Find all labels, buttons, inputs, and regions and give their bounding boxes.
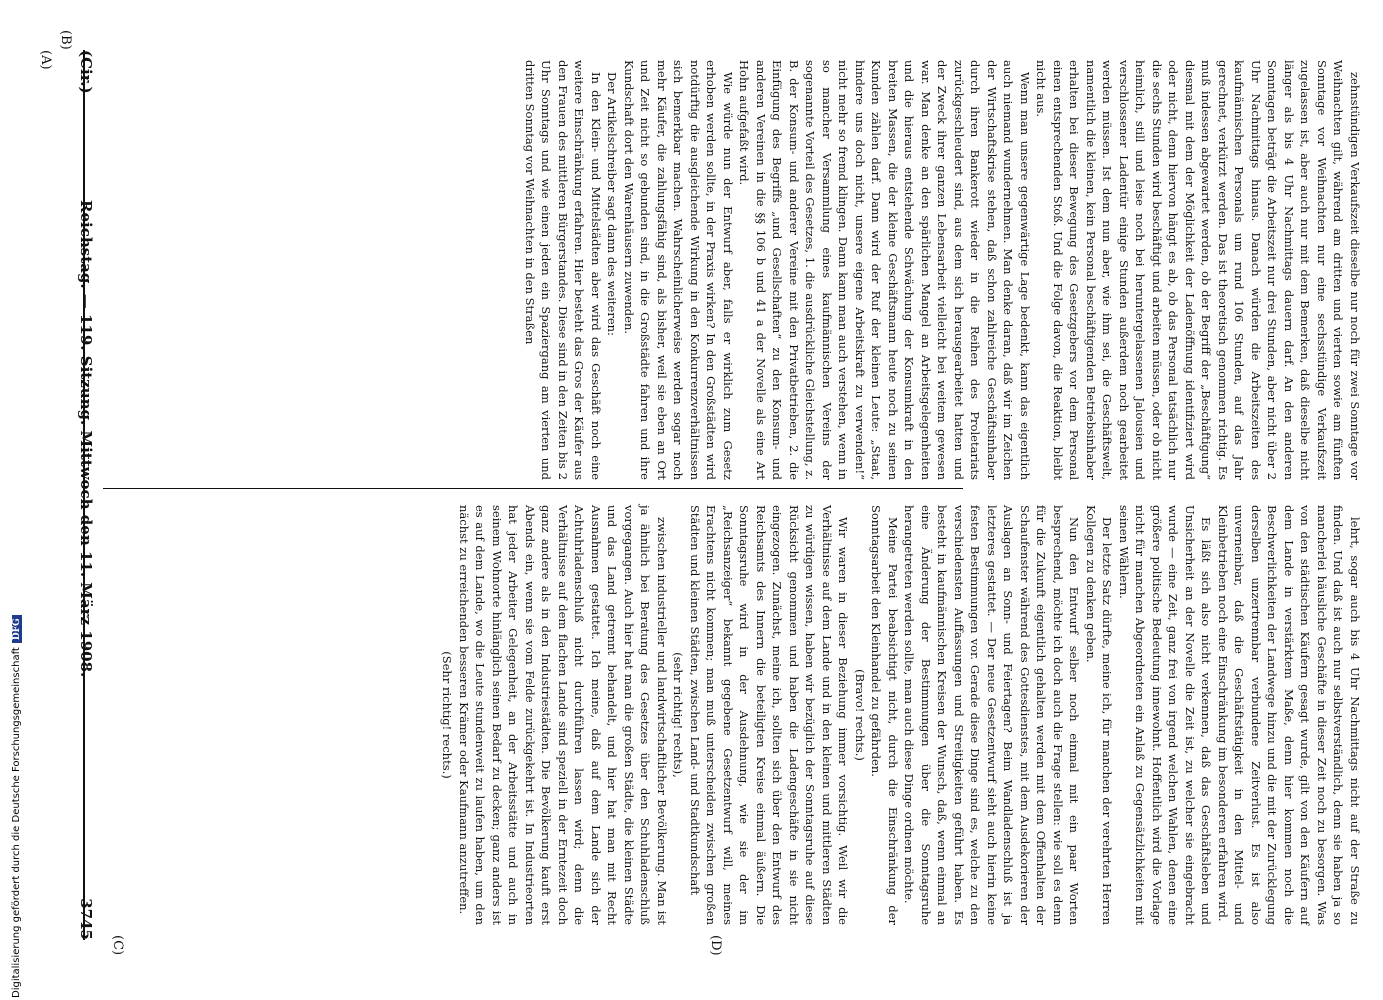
margin-marker-d: (D) [708, 935, 723, 956]
header-section-label: (Cir.) [77, 50, 95, 94]
right-paragraph: Der letzte Satz dürfte, meine ich, für manchen der verehrten Herren Kollegen zu denken geben. [1084, 505, 1115, 925]
right-column-text [103, 505, 1363, 925]
interjection: (Sehr richtig! rechts.) [440, 651, 455, 779]
right-paragraph: Wir waren in dieser Beziehung immer vorsichtig. Weil wir die Verhältnisse auf dem Lande und in den kleinen und mittleren Städten zu würdigen wissen, haben wir bezüglich der Sonntagsruhe auf diese Rücksicht genommen und haben die Ladengeschäfte in sie nicht eingezogen. Zunächst, meine ich, sollten sich über den Entwurf des Reichsamts des Innern die beteiligten Kreise einmal äußern. Die Sonntagsruhe wird in der Ausdehnung, wie sie der im „Reichsanzeiger“ bekannt gegebene Gesetzentwurf will, meines Erachtens nicht kommen; man muß unterscheiden zwischen großen Städten und kleinen Städten, zwischen Land- und Stadtkundschaft [688, 505, 851, 925]
right-paragraph: zwischen industrieller und landwirtschaftlicher Bevölkerung. Man ist ja ähnlich bei Beratung des Gesetzes über den Schuhladenschluß vorgegangen. Auch hier hat man die großen Städte, die kleinen Städte und das Land getrennt behandelt, und hier hat man mit Recht Ausnahmen gestattet. Ich meine, daß auf dem Lande sich der Achtuhrladenschluß nicht durchführen lassen wird; denn die Verhältnisse auf dem flachen Lande sind speziell in der Erntezeit doch ganz andere als in den Industriestädten. Die Bevölkerung kauft erst Abends ein, wenn sie vom Felde zurückgekehrt ist. In Industrieorten hat jeder Arbeiter Gelegenheit, an der Arbeitsstätte und auch in seinem Wohnorte hinlänglich seinen Bedarf zu decken; ganz anders ist es auf dem Lande, wo die Leute stundenweit zu laufen haben, um den nächst zu erreichenden besseren Krämer oder Kaufmann anzutreffen. [457, 505, 669, 925]
left-column-text [103, 60, 1363, 480]
right-paragraph: lehrt, sogar auch bis 4 Uhr Nachmittags nicht auf der Straße zu finden. Und daß ist auch nur selbstverständlich, denn sie haben ja so mancherlei häusliche Geschäfte in dieser Zeit noch zu besorgen. Was von den städtischen Käufern gesagt wurde, gilt von den Käufern auf dem Lande in verstärktem Maße, denn hier kommen noch die Beschwerlichkeiten der Landwege hinzu und die mit der Zurücklegung derselben unzertrennbar verbundene Zeitverlust. Es ist also unverneinbar, daß die Geschäftstätigkeit in den Mittel- und Kleinbetrieben noch eine Einschränkung im besonderen erfahren wird. [1216, 505, 1362, 925]
margin-marker-b: (B) [58, 30, 73, 50]
right-paragraph: Meine Partei beabsichtigt nicht, durch die Einschränkung der Sonntagsarbeit den Kleinhandel zu gefährden. [869, 505, 900, 925]
margin-marker-a: (A) [38, 50, 53, 70]
right-paragraph: Es läßt sich also nicht verkennen, daß das Geschäftsleben und Unsicherheit an der Novelle die Zeit ist, zu welcher sie eingebracht wurde — eine Zeit, ganz frei von irgend welchen Wahlen, denen eine größere politische Bedeutung innewohnt. Hoffentlich wird die Vorlage nicht für manchen Abgeordneten ein Anlaß zu Gegensätzlichkeiten mit seinen Wählern. [1117, 505, 1214, 925]
page-number: 3745 [77, 898, 95, 940]
left-paragraph: In den Klein- und Mittelstädten aber wird das Geschäft noch eine weitere Einschränkung erfahren. Hier besteht das Gros der Käufer aus den Frauen des mittleren Bürgerstandes. Diese sind in den Zeiten bis 2 Uhr Sonntags und wie einen jeden ein Spaziergang am vierten und dritten Sonntag vor Weihnachten in den Straßen [523, 60, 603, 480]
dfg-logo: DFG [12, 615, 22, 643]
column-rule [103, 488, 963, 489]
left-paragraph: Wenn man unsere gegenwärtige Lage bedenkt, kann das eigentlich auch niemand wundernehmen. Man denke daran, daß wir im Zeichen der Wirtschaftskrise stehen, daß schon zahlreiche Geschäftsinhaber durch ihren Bankerott wieder in die Reihen des Proletariats zurückgeschleudert sind, aus dem sich herausgearbeitet hatten und der Zweck ihrer ganzen Lebensarbeit vielleicht bei weitem gewesen war. Man denke an den spärlichen Mangel an Arbeitsgelegenheiten und die hieraus entstehende Schwächung der Konsumkraft in den breiten Massen, die der kleine Geschäftsmann heute noch zu seinen Kunden zählen darf. Dann wird der Ruf der kleinen Leute: „Staat, hindere uns doch nicht, unsere eigene Arbeitskraft zu verwenden!“ nicht mehr so fremd klingen. Dann kann man auch verstehen, wenn in so mancher Versammlung eines kaufmännischen Vereins der sogenannte Vorteil des Gesetzes, 1. die ausdrückliche Gleichstellung, z. B. der Konsum- und anderer Vereine mit den Privatbetrieben, 2. die Einfügung des Begriffs „und Gesellschaften“ zu den Konsum- und anderen Vereinen in die §§ 106 b und 41 a der Novelle als eine Art Hohn aufgefaßt wird. [737, 60, 1032, 480]
margin-marker-c: (C) [110, 935, 125, 956]
left-paragraph: Wie würde nun der Entwurf aber, falls er wirklich zum Gesetz erhoben werden sollte, in der Praxis wirken? In den Großstädten wird notdürftig die ausgleichende Wirkung in den Konkurrenzverhältnissen sich bemerkbar machen. Wahrscheinlicherweise werden sogar noch mehr Käufer, die zahlungsfähig sind, als bisher, weil sie eben an Ort und Zeit nicht so gebunden sind, in die Großstädte fahren und ihre Kundschaft dort den Warenhäusern zuwenden. [622, 60, 735, 480]
footer-credit [4, 615, 23, 998]
right-paragraph: Nun den Entwurf selber noch einmal mit ein paar Worten besprechend, möchte ich doch auch die Frage stellen: wie soll es denn für die Zukunft eigentlich gehalten werden mit dem Offenhalten der Schaufenster während des Gottesdienstes, mit dem Ausdekorieren der Auslagen an Sonn- und Feiertagen? Beim Wandladenschluß ist ja letzteres gestattet. — Der neue Gesetzentwurf sieht auch hierin keine festen Bestimmungen vor. Gerade diese Dinge sind es, welche zu den verschiedensten Auffassungen und Streitigkeiten geführt haben. Es besteht in kaufmännischen Kreisen der Wunsch, daß, wenn einmal an eine Änderung der Bestimmungen über die Sonntagsruhe herangetreten werden sollte, man auch diese Dinge ordnen möchte. [902, 505, 1082, 925]
interjection: (Bravo! rechts.) [853, 669, 867, 761]
header-rule [83, 50, 85, 940]
funding-note: Digitalisierung gefördert durch die Deutsche Forschungsgemeinschaft [11, 647, 22, 998]
left-paragraph: zehnstündigen Verkaufszeit dieselbe nur noch für zwei Sonntage vor Weihnachten gilt, während am dritten und vierten sowie am fünften Sonntage vor Weihnachten nur eine sechsstündige Verkaufszeit zugelassen ist, aber auch nur mit dem Bemerken, daß dieselbe nicht länger als bis 4 Uhr Nachmittags dauern darf. An den anderen Sonntagen beträgt die Arbeitszeit nur drei Stunden, aber nicht über 2 Uhr Nachmittags hinaus. Danach würden die Arbeitszeiten des kaufmännischen Personals um rund 106 Stunden, auf das Jahr gerechnet, verkürzt werden. Das ist theoretisch genommen richtig. Es muß indessen abgewartet werden, ob der Begriff der „Beschäftigung“ diesmal mit dem der Möglichkeit der Ladenöffnung identifiziert wird oder nicht, denn hiervon hängt es ab, ob das Personal tatsächlich nur die sechs Stunden wird beschäftigt und arbeiten müssen, oder ob nicht heimlich, still und leise noch bei heruntergelassenen Jalousien und verschlossener Ladentür einige Stunden außerdem noch gearbeitet werden müssen. Ist dem nun aber, wie ihm sei, die Geschäftswelt, namentlich die kleinen, kein Personal beschäftigenden Betriebsinhaber erhalten bei dieser Bewegung des Gesetzgebers vor dem Personal einen entsprechenden Stoß. Und die Folge davon, die Reaktion, bleibt nicht aus. [1034, 60, 1362, 480]
header-session-title: Reichstag. — 119. Sitzung. Mittwoch den 11. März 1908. [77, 200, 95, 678]
interjection: (sehr richtig! rechts), [671, 652, 686, 778]
left-paragraph: Der Artikelschreiber sagt dann des weiteren: [605, 72, 620, 336]
